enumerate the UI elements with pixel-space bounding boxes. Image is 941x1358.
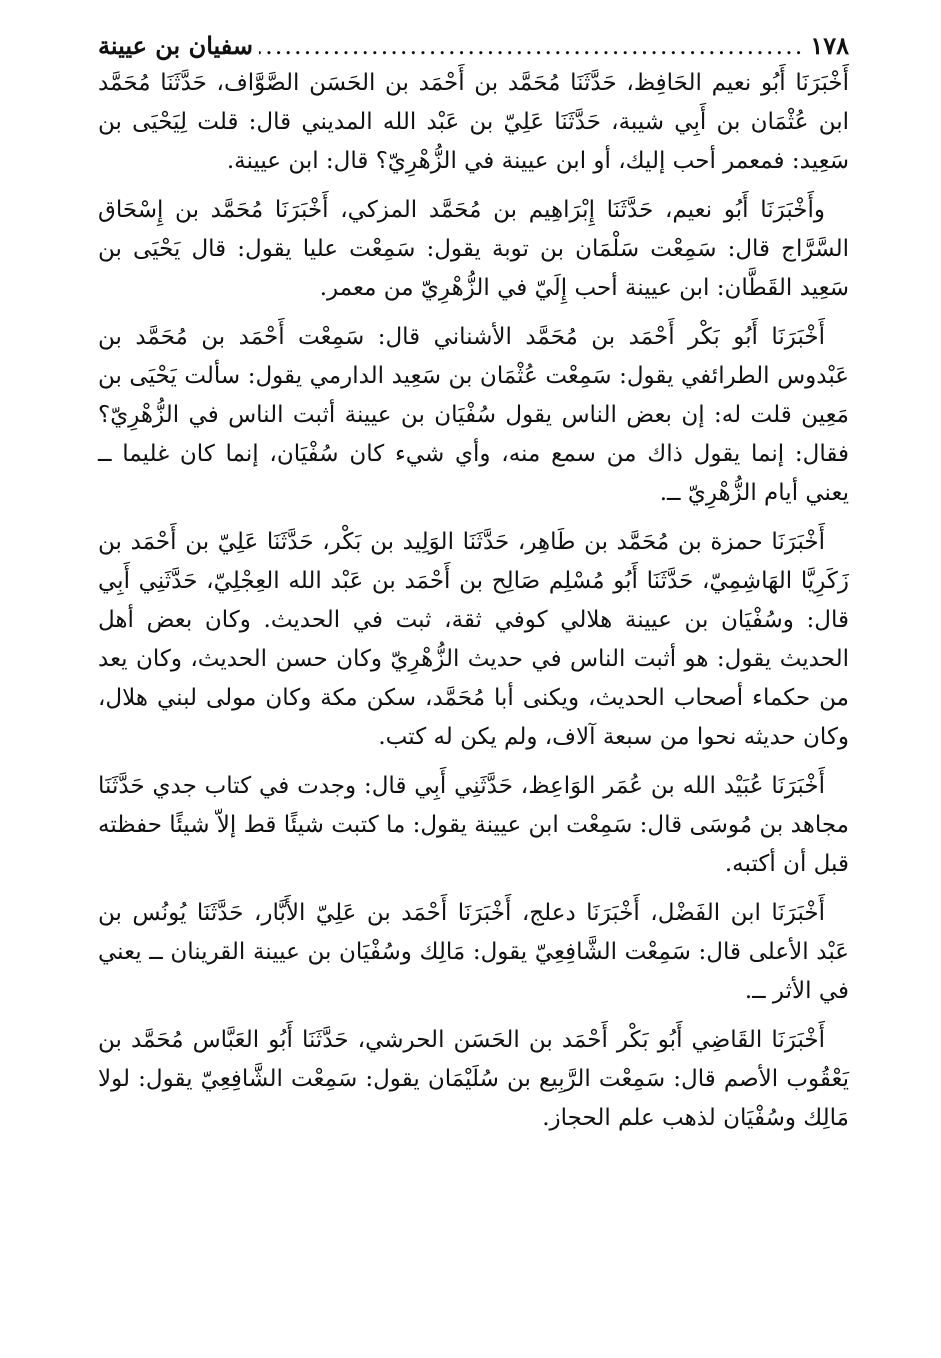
paragraph: وأَخْبَرَنَا أَبُو نعيم، حَدَّثَنَا إِبْرَاهِيم بن مُحَمَّد المزكي، أَخْبَرَنَا مُحَمَّد بن إِسْحَاق السَّرَّاج قال: سَمِعْت سَلْمَان بن توبة يقول: سَمِعْت عليا يقول: قال يَحْيَى بن سَعِيد القَطَّان: ابن عيينة أحب إِلَيّ في الزُّهْرِيّ من معمر. — [98, 197, 849, 301]
body-text — [98, 64, 849, 1138]
paragraph: أَخْبَرَنَا أَبُو بَكْر أَحْمَد بن مُحَمَّد الأشناني قال: سَمِعْت أَحْمَد بن مُحَمَّد بن عَبْدوس الطرائفي يقول: سَمِعْت عُثْمَان بن سَعِيد الدارمي يقول: سألت يَحْيَى بن مَعِين قلت له: إن بعض الناس يقول سُفْيَان بن عيينة أثبت الناس في الزُّهْرِيّ؟ فقال: إنما يقول ذاك من سمع منه، وأي شيء كان سُفْيَان، إنما كان غليما ــ يعني أيام الزُّهْرِيّ ــ. — [98, 324, 849, 506]
running-title: سفيان بن عيينة — [98, 31, 254, 60]
page-number: ١٧٨ — [810, 31, 849, 60]
page-header — [98, 28, 849, 64]
paragraph: أَخْبَرَنَا حمزة بن مُحَمَّد بن طَاهِر، حَدَّثَنَا الوَلِيد بن بَكْر، حَدَّثَنَا عَلِيّ بن أَحْمَد بن زَكَرِيَّا الهَاشِمِيّ، حَدَّثَنَا أَبُو مُسْلِم صَالِح بن أَحْمَد بن عَبْد الله العِجْلِيّ، حَدَّثَنِي أَبِي قال: وسُفْيَان بن عيينة هلالي كوفي ثقة، ثبت في الحديث. وكان بعض أهل الحديث يقول: هو أثبت الناس في حديث الزُّهْرِيّ وكان حسن الحديث، وكان يعد من حكماء أصحاب الحديث، ويكنى أبا مُحَمَّد، سكن مكة وكان مولى لبني هلال، وكان حديثه نحوا من سبعة آلاف، ولم يكن له كتب. — [98, 529, 849, 750]
header-dot-leader — [259, 28, 804, 64]
paragraph: أَخْبَرَنَا عُبَيْد الله بن عُمَر الوَاعِظ، حَدَّثَنِي أَبِي قال: وجدت في كتاب جدي حَدَّثَنَا مجاهد بن مُوسَى قال: سَمِعْت ابن عيينة يقول: ما كتبت شيئًا قط إلاّ شيئًا حفظته قبل أن أكتبه. — [98, 773, 849, 877]
paragraph: أَخْبَرَنَا أَبُو نعيم الحَافِظ، حَدَّثَنَا مُحَمَّد بن أَحْمَد بن الحَسَن الصَّوَّاف، حَدَّثَنَا مُحَمَّد ابن عُثْمَان بن أَبِي شيبة، حَدَّثَنَا عَلِيّ بن عَبْد الله المديني قال: قلت لِيَحْيَى بن سَعِيد: فمعمر أحب إليك، أو ابن عيينة في الزُّهْرِيّ؟ قال: ابن عيينة. — [98, 70, 849, 174]
paragraph: أَخْبَرَنَا ابن الفَضْل، أَخْبَرَنَا دعلج، أَخْبَرَنَا أَحْمَد بن عَلِيّ الأَبَّار، حَدَّثَنَا يُونُس بن عَبْد الأعلى قال: سَمِعْت الشَّافِعِيّ يقول: مَالِك وسُفْيَان بن عيينة القرينان ــ يعني في الأثر ــ. — [98, 900, 849, 1004]
paragraph: أَخْبَرَنَا القَاضِي أَبُو بَكْر أَحْمَد بن الحَسَن الحرشي، حَدَّثَنَا أَبُو العَبَّاس مُحَمَّد بن يَعْقُوب الأصم قال: سَمِعْت الرَّبِيع بن سُلَيْمَان يقول: سَمِعْت الشَّافِعِيّ يقول: لولا مَالِك وسُفْيَان لذهب علم الحجاز. — [98, 1027, 849, 1131]
